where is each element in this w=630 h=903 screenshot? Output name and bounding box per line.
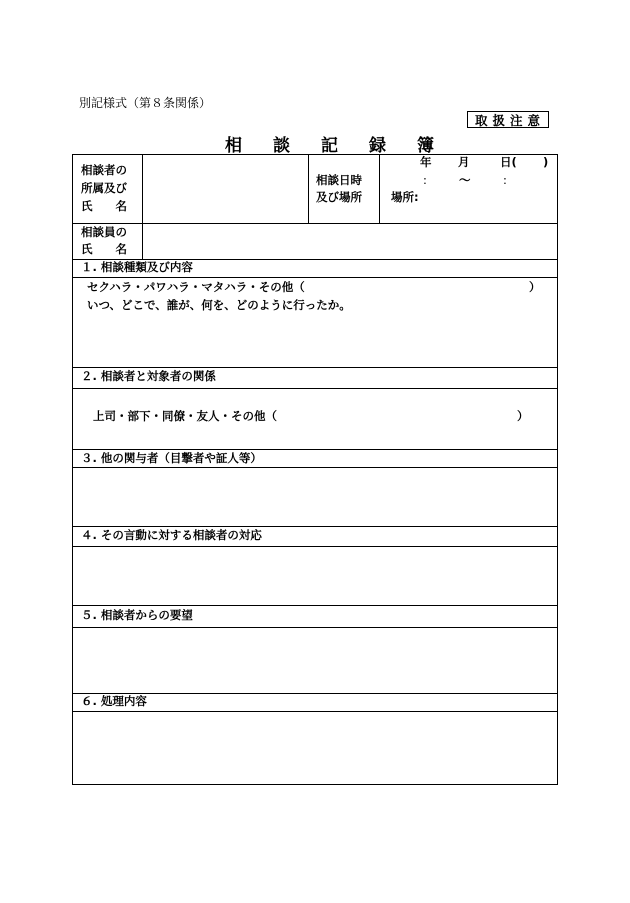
place-label: 場所: [391, 190, 419, 204]
counselor-label-line2: 氏 名 [81, 242, 127, 256]
row-divider [73, 546, 557, 547]
time-range-tilde: 〜 [459, 173, 471, 187]
row-divider [73, 388, 557, 389]
row-divider [73, 711, 557, 712]
row-divider [73, 277, 557, 278]
consultant-label-line2: 所属及び [81, 181, 127, 195]
section2-close-paren: ） [517, 409, 529, 423]
section5-field[interactable] [81, 631, 549, 689]
consultant-name-field[interactable] [148, 159, 304, 219]
section4-heading: ４. その言動に対する相談者の対応 [81, 528, 262, 542]
consultant-label-line3: 氏 名 [81, 199, 127, 213]
section1-heading: １. 相談種類及び内容 [81, 260, 193, 274]
datetime-label-right-divider [379, 155, 380, 223]
label-column-divider [142, 155, 143, 259]
month-label: 月 [458, 155, 470, 169]
form-reference: 別記様式（第８条関係） [79, 96, 212, 110]
section6-heading: ６. 処理内容 [81, 694, 147, 708]
datetime-label-line1: 相談日時 [316, 173, 362, 187]
section4-field[interactable] [81, 550, 549, 602]
row-divider [73, 627, 557, 628]
section2-relationship-options: 上司・部下・同僚・友人・その他（ [93, 409, 277, 423]
section5-heading: ５. 相談者からの要望 [81, 608, 193, 622]
year-label: 年 [420, 155, 432, 169]
form-title: 相談記録簿 [225, 136, 465, 156]
row-divider [73, 223, 557, 224]
datetime-label-left-divider [308, 155, 309, 223]
section3-field[interactable] [81, 471, 549, 523]
section6-field[interactable] [81, 715, 549, 779]
day-close-paren: ) [543, 155, 549, 169]
time-colon-start: : [423, 173, 427, 187]
time-colon-end: : [503, 173, 507, 187]
row-divider [73, 605, 557, 606]
day-label: 日( [500, 155, 517, 169]
section1-close-paren: ） [529, 280, 541, 294]
datetime-label-line2: 及び場所 [316, 190, 362, 204]
consultation-record-form [72, 154, 558, 785]
counselor-name-field[interactable] [148, 227, 548, 255]
section1-type-options: セクハラ・パワハラ・マタハラ・その他（ [87, 280, 305, 294]
handle-with-care-stamp: 取扱注意 [467, 111, 549, 128]
counselor-label-line1: 相談員の [81, 225, 127, 239]
row-divider [73, 467, 557, 468]
consultant-label-line1: 相談者の [81, 163, 127, 177]
section3-heading: ３. 他の関与者（目撃者や証人等） [81, 451, 262, 465]
section2-heading: ２. 相談者と対象者の関係 [81, 369, 216, 383]
section1-guidance: いつ、どこで、誰が、何を、どのように行ったか。 [87, 298, 351, 312]
